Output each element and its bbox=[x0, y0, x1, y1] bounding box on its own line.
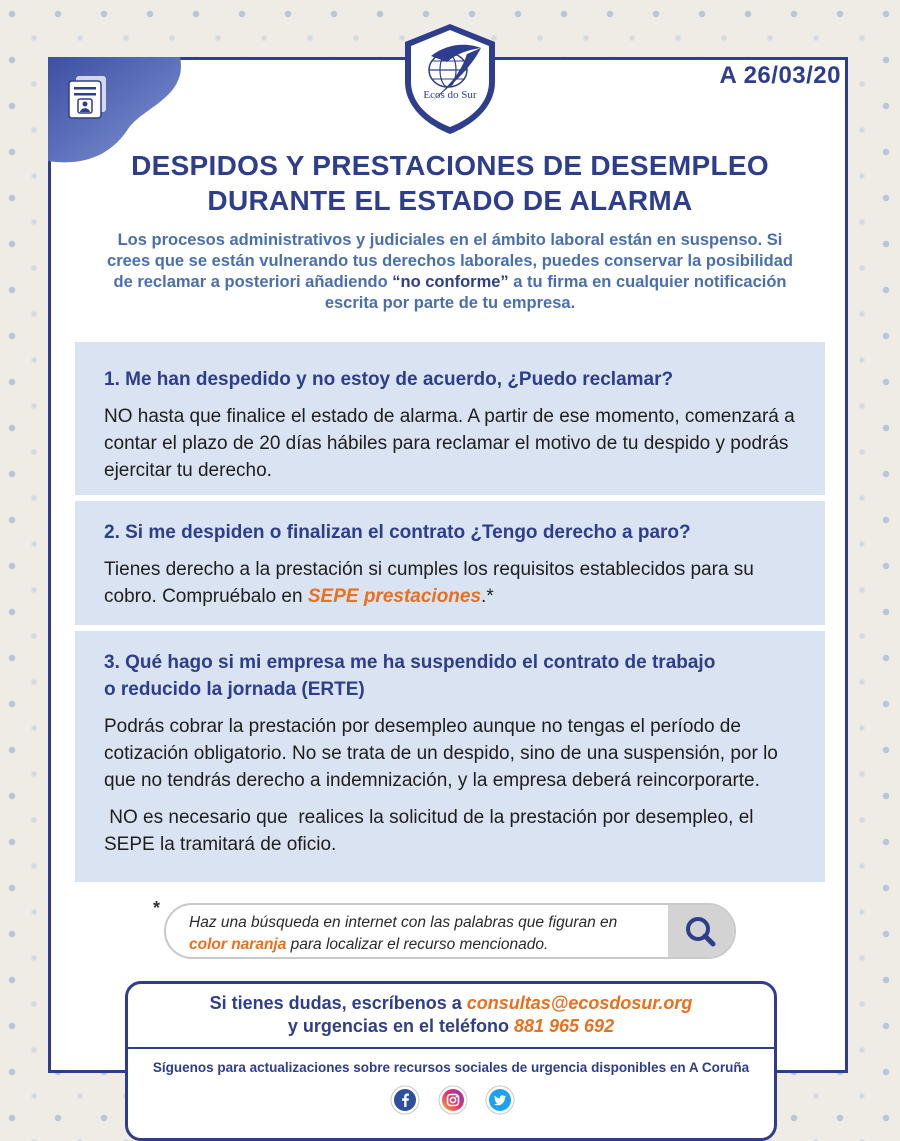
search-hint-highlight: color naranja bbox=[189, 936, 287, 953]
faq-answer-2-end: .* bbox=[481, 586, 494, 607]
search-hint-bar bbox=[164, 903, 736, 959]
twitter-icon bbox=[485, 1085, 515, 1115]
faq-question-1: 1. Me han despedido y no estoy de acuerdo, ¿Puedo reclamar? bbox=[104, 369, 674, 390]
twitter-link[interactable] bbox=[485, 1085, 515, 1115]
document-icon bbox=[66, 74, 110, 120]
faq-answer-1: NO hasta que finalice el estado de alarma. A partir de ese momento, comenzará a contar el plazo de 20 días hábiles para reclamar el motivo de tu despido y podrás ejercitar tu derecho. bbox=[104, 406, 795, 481]
faq-answer-2 bbox=[104, 556, 801, 610]
instagram-icon bbox=[438, 1085, 468, 1115]
intro-text-2: a tu firma en cualquier notificación escrita por parte de tu empresa. bbox=[324, 273, 787, 312]
footnote-asterisk: * bbox=[153, 898, 161, 918]
contact-line-1 bbox=[128, 992, 774, 1014]
search-hint-post: para localizar el recurso mencionado. bbox=[286, 936, 549, 953]
contact-line-2 bbox=[128, 1015, 774, 1037]
sepe-prestaciones-link[interactable]: SEPE prestaciones bbox=[307, 586, 482, 607]
faq-panel-3 bbox=[75, 631, 825, 882]
contact-line-2-text: y urgencias en el teléfono bbox=[287, 1016, 514, 1036]
title-line-2: DURANTE EL ESTADO DE ALARMA bbox=[207, 185, 693, 216]
contact-line-1-text: Si tienes dudas, escríbenos a bbox=[209, 993, 467, 1013]
faq-question-2: 2. Si me despiden o finalizan el contrato ¿Tengo derecho a paro? bbox=[104, 522, 691, 543]
contact-divider bbox=[128, 1047, 774, 1049]
intro-highlight: “no conforme” bbox=[392, 273, 509, 291]
date-label: A 26/03/20 bbox=[719, 62, 841, 89]
contact-email-link[interactable]: consultas@ecosdosur.org bbox=[466, 993, 693, 1013]
intro-paragraph bbox=[100, 230, 800, 314]
faq-answer-3b: NO es necesario que realices la solicitud de la prestación por desempleo, el SEPE la tramitará de oficio. bbox=[104, 807, 759, 855]
search-hint-text bbox=[189, 912, 659, 956]
search-hint-pre: Haz una búsqueda en internet con las palabras que figuran en bbox=[189, 914, 618, 931]
faq-answer-3a: Podrás cobrar la prestación por desempleo aunque no tengas el período de cotización obligatorio. No se trata de un despido, sino de una suspensión, por lo que no tendrás derecho a indemnización, y la empresa deberá reincorporarte. bbox=[104, 716, 778, 791]
instagram-link[interactable] bbox=[438, 1085, 468, 1115]
search-button[interactable] bbox=[668, 905, 734, 959]
intro-text-1: Los procesos administrativos y judiciales en el ámbito laboral están en suspenso. Si crees que se están vulnerando tus derechos laborales, puedes conservar la posibilidad de reclamar a posteriori añadiendo bbox=[107, 231, 793, 291]
contact-phone-link[interactable]: 881 965 692 bbox=[513, 1016, 615, 1036]
page-title bbox=[60, 148, 840, 218]
title-line-1: DESPIDOS Y PRESTACIONES DE DESEMPLEO bbox=[131, 150, 769, 181]
faq-question-3 bbox=[104, 649, 801, 703]
faq-panel-2 bbox=[75, 501, 825, 625]
contact-box bbox=[125, 981, 777, 1141]
search-icon bbox=[668, 905, 734, 959]
logo-text: Ecos do Sur bbox=[423, 89, 477, 101]
faq-question-3-line-1: 3. Qué hago si mi empresa me ha suspendido el contrato de trabajo bbox=[104, 652, 716, 673]
faq-answer-2-text: Tienes derecho a la prestación si cumples los requisitos establecidos para su cobro. Compruébalo en bbox=[104, 559, 754, 607]
facebook-link[interactable] bbox=[390, 1085, 420, 1115]
faq-question-3-line-2: o reducido la jornada (ERTE) bbox=[104, 679, 365, 700]
follow-us-text: Síguenos para actualizaciones sobre recursos sociales de urgencia disponibles en A Coruña bbox=[152, 1060, 750, 1075]
ecos-do-sur-logo bbox=[401, 22, 499, 136]
faq-panel-1 bbox=[75, 342, 825, 495]
facebook-icon bbox=[390, 1085, 420, 1115]
